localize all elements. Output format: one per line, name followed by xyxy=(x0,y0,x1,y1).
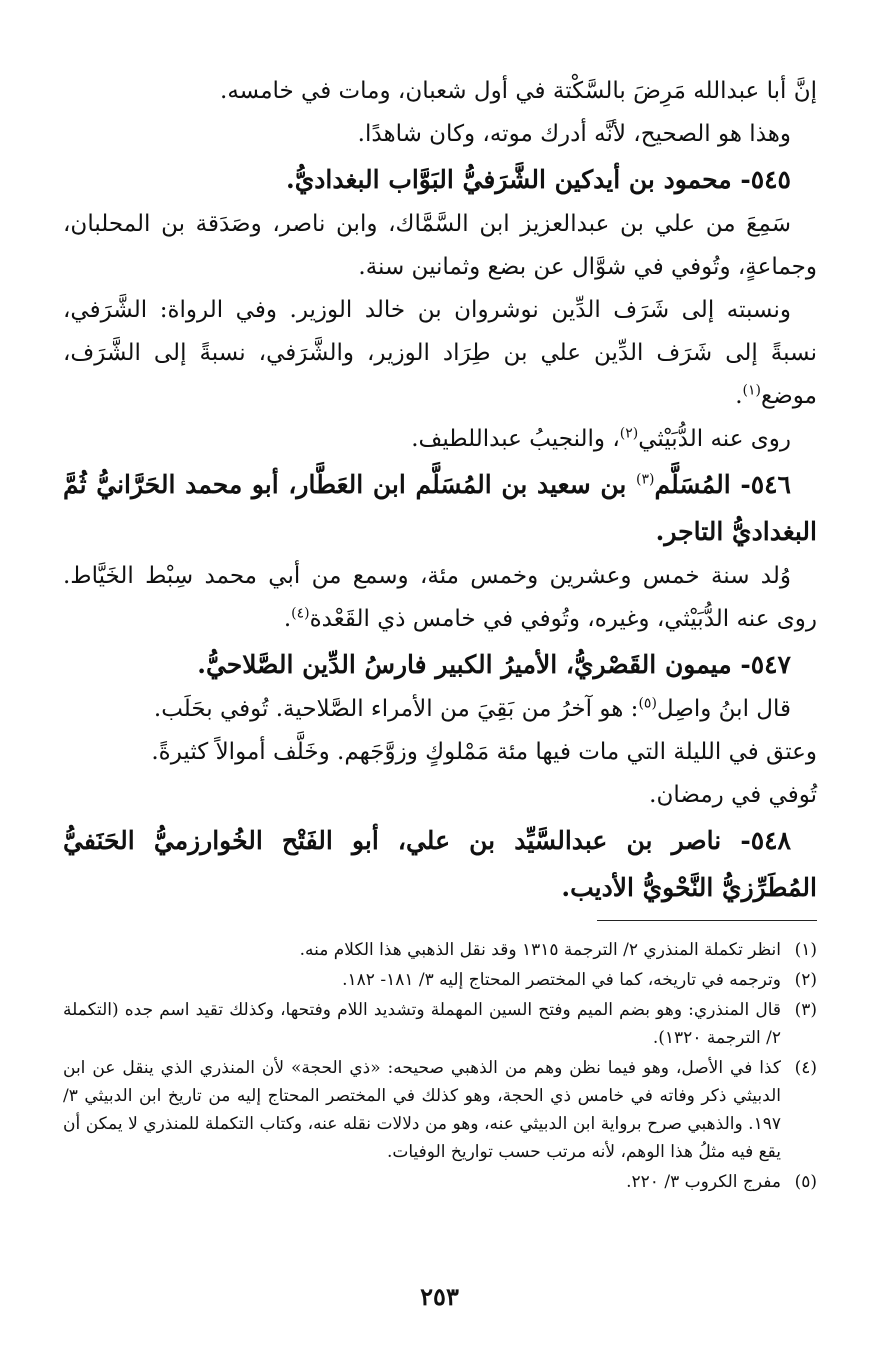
heading-text: ٥٤٦- المُسَلَّم xyxy=(654,470,791,499)
page-number: ٢٥٣ xyxy=(420,1282,459,1311)
footnote-number: (٢) xyxy=(794,970,817,990)
paragraph-text: روى عنه الدُّبَيْثي xyxy=(638,426,791,452)
footnote-ref: (٤) xyxy=(291,605,310,622)
paragraph-text: قال ابنُ واصِل xyxy=(656,696,791,722)
footnote-ref: (٥) xyxy=(638,695,657,712)
footnote-text: وترجمه في تاريخه، كما في المختصر المحتاج إليه ٣/ ١٨١- ١٨٢. xyxy=(342,970,781,990)
footnote-5 xyxy=(63,1168,817,1196)
footnote-text: كذا في الأصل، وهو فيما نظن وهم من الذهبي صحيحه: «ذي الحجة» لأن المنذري الذي ينقل عن ابن الدبيثي ذكر وفاته في خامس ذي الحجة، وهو كذلك في المختصر المحتاج إليه من تاريخ ابن الدبيثي ٣/ ١٩٧. والذهبي صرح برواية ابن الدبيثي عنه، وهو من دلالات نقله عنه، وكتاب التكملة للمنذري لا يمكن أن يقع فيه مثلُ هذا الوهم، لأنه مرتب حسب تواريخ الوفيات. xyxy=(63,1058,781,1162)
footnote-number: (٥) xyxy=(794,1172,817,1192)
main-text xyxy=(63,70,817,911)
paragraph-text: ونسبته إلى شَرَف الدِّين نوشروان بن خالد الوزير. وفي الرواة: الشَّرَفي، نسبةً إلى شَرَف الدِّين علي بن طِرَاد الوزير، والشَّرَفي، نسبةً إلى الشَّرَف، موضع xyxy=(63,297,817,409)
paragraph-text: : هو آخرُ من بَقِيَ من الأمراء الصَّلاحية. تُوفي بحَلَب. xyxy=(153,696,639,722)
footnote-number: (٤) xyxy=(794,1058,817,1078)
footnote-3 xyxy=(63,996,817,1052)
entry-heading-548: ٥٤٨- ناصر بن عبدالسَّيِّد بن علي، أبو الفَتْح الخُوارزميُّ الحَنَفيُّ المُطَرِّزيُّ النَّحْويُّ الأديب. xyxy=(63,826,817,902)
footnote-text: مفرج الكروب ٣/ ٢٢٠. xyxy=(626,1172,781,1192)
footnote-1 xyxy=(63,936,817,964)
footnote-ref: (٢) xyxy=(619,425,639,442)
paragraph: سَمِعَ من علي بن عبدالعزيز ابن السَّمَّاك، وابن ناصر، وصَدَقة بن المحلبان، وجماعةٍ، وتُوفي في شوَّال عن بضع وثمانين سنة. xyxy=(63,211,817,280)
entry-heading-547: ٥٤٧- ميمون القَصْريُّ، الأميرُ الكبير فارسُ الدِّين الصَّلاحيُّ. xyxy=(197,650,791,679)
paragraph-text: وُلد سنة خمس وعشرين وخمس مئة، وسمع من أبي محمد سِبْط الخَيَّاط. روى عنه الدُّبَيْثي، وغيره، وتُوفي في خامس ذي القَعْدة xyxy=(63,563,817,632)
footnote-number: (٣) xyxy=(794,1000,817,1020)
footnote-number: (١) xyxy=(794,940,817,960)
paragraph xyxy=(63,289,817,418)
footnote-ref: (١) xyxy=(742,382,762,399)
paragraph: تُوفي في رمضان. xyxy=(649,782,817,808)
footnote-text: انظر تكملة المنذري ٢/ الترجمة ١٣١٥ وقد نقل الذهبي هذا الكلام منه. xyxy=(299,940,781,960)
entry-heading-546 xyxy=(63,461,817,555)
paragraph: وعتق في الليلة التي مات فيها مئة مَمْلوكٍ وزوَّجَهم. وخَلَّف أموالاً كثيرةً. xyxy=(151,739,817,765)
paragraph-text: . xyxy=(283,606,292,632)
paragraph xyxy=(63,555,817,641)
paragraph-text: ، والنجيبُ عبداللطيف. xyxy=(411,426,620,452)
paragraph xyxy=(63,418,817,461)
footnote-2 xyxy=(63,966,817,994)
footnote-text: قال المنذري: وهو بضم الميم وفتح السين المهملة وتشديد اللام وفتحها، وكذلك تقيد اسم جده (التكملة ٢/ الترجمة ١٣٢٠). xyxy=(63,1000,781,1048)
paragraph-text: . xyxy=(735,383,743,409)
footnotes xyxy=(63,936,817,1198)
footnote-ref: (٣) xyxy=(635,471,655,488)
footnote-4 xyxy=(63,1054,817,1166)
paragraph xyxy=(63,688,817,731)
heading-text: بن سعيد بن المُسَلَّم ابن العَطَّار، أبو محمد الحَرَّانيُّ ثُمَّ البغداديُّ التاجر. xyxy=(63,470,817,546)
paragraph: وهذا هو الصحيح، لأنَّه أدرك موته، وكان شاهدًا. xyxy=(357,121,791,147)
entry-heading-545: ٥٤٥- محمود بن أيدكين الشَّرَفيُّ البَوَّاب البغداديُّ. xyxy=(285,165,791,194)
footnote-divider xyxy=(597,920,817,921)
paragraph: إنَّ أبا عبدالله مَرِضَ بالسَّكْتة في أول شعبان، ومات في خامسه. xyxy=(220,78,817,104)
